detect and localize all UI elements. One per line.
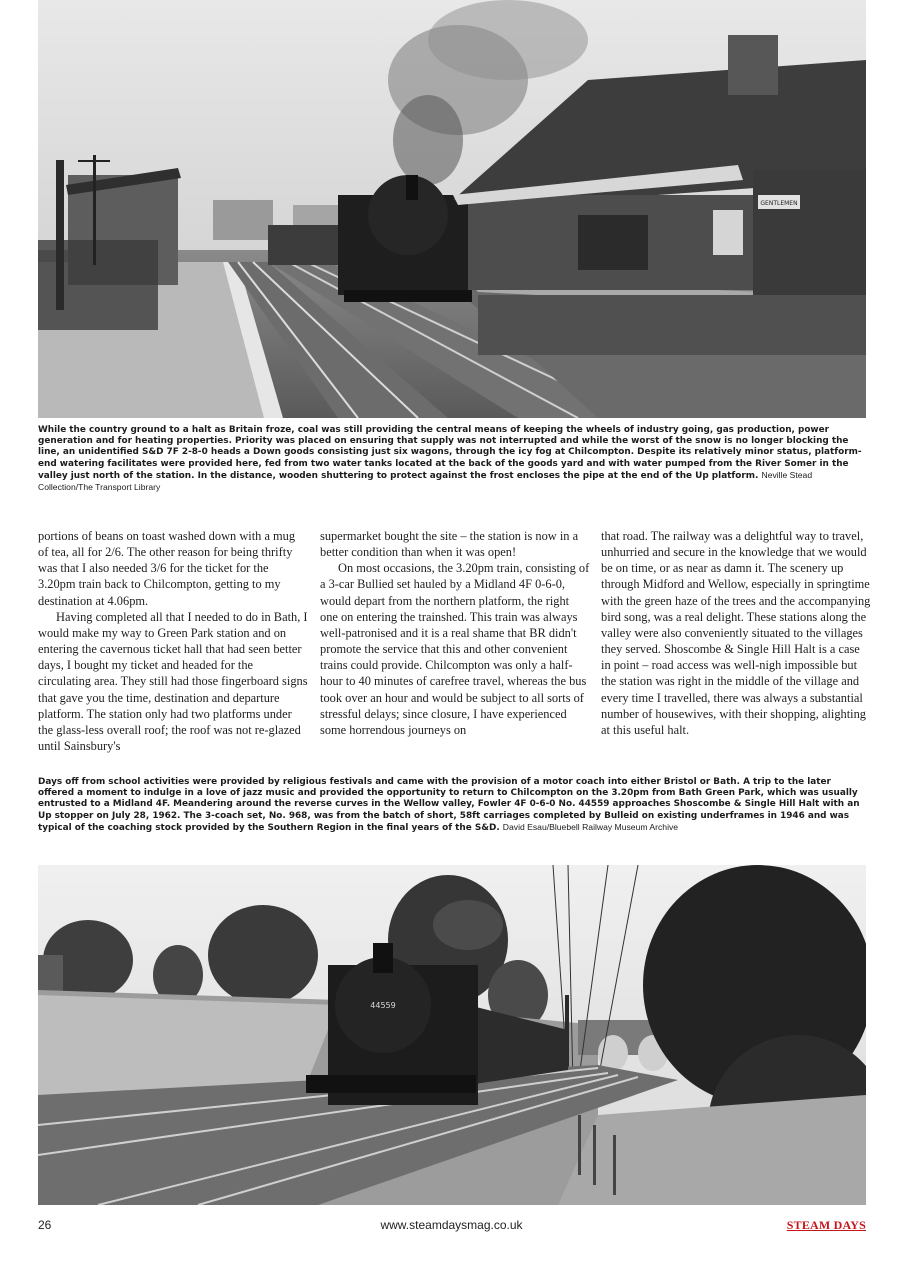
caption-bottom-credit: David Esau/Bluebell Railway Museum Archive xyxy=(502,821,679,832)
caption-top xyxy=(38,425,866,494)
photo-wellow-valley-train xyxy=(38,865,866,1205)
photo-chilcompton-station xyxy=(38,0,866,418)
caption-bottom xyxy=(38,777,866,834)
paragraph: On most occasions, the 3.20pm train, consisting of a 3-car Bullied set hauled by a Midland 4F 0-6-0, would depart from the northern platform, the right one on entering the trainshed. This train was always well-patronised and it is a real shame that BR didn't promote the service that this and other convenient trains could provide. Chilcompton was only a half-hour to 40 minutes of carefree travel, whereas the bus took over an hour and would be subject to all sorts of stressful delays; since closure, I have experienced some horrendous journeys on xyxy=(320,561,590,737)
paragraph: that road. The railway was a delightful way to travel, unhurried and secure in the knowledge that we would be on time, or as near as damn it. The scenery up through Midford and Wellow, especially in springtime with the green haze of the trees and the accompanying bird song, was a real delight. These stations along the valley were also conveniently situated to the villages they served. Shoscombe & Single Hill Halt is a case in point – road access was well-nigh impossible but the station was right in the middle of the village and every time I travelled, there was always a substantial number of housewives, with their shopping, alighting at this useful halt. xyxy=(601,529,871,737)
paragraph: supermarket bought the site – the station is now in a better condition than when it was open! xyxy=(320,529,579,560)
sign-gentlemen: GENTLEMEN xyxy=(760,200,798,207)
loco-number-plate: 44559 xyxy=(370,1001,396,1010)
body-column-2 xyxy=(320,528,590,738)
magazine-brand: STEAM DAYS xyxy=(786,1218,866,1232)
photo-bottom-image xyxy=(38,865,866,1205)
caption-top-text: While the country ground to a halt as Britain froze, coal was still providing the central means of keeping the wheels of industry going, gas production, power generation and for heating properties. Priority was placed on ensuring that supply was not interrupted and while the worst of the snow is no longer blocking the line, an unidentified S&D 7F 2-8-0 heads a Down goods consisting just six wagons, through the icy fog at Chilcompton. Despite its relatively minor status, platform-end watering facilitates were provided here, fed from two water tanks located at the back of the goods yard and with water pumped from the River Somer in the valley just north of the station. In the distance, wooden shuttering to protect against the frost encloses the pipe at the end of the Up platform. xyxy=(38,425,862,481)
caption-top-credit: Neville Stead Collection/The Transport Library xyxy=(38,469,813,493)
page-number: 26 xyxy=(38,1218,52,1232)
paragraph: Having completed all that I needed to do in Bath, I would make my way to Green Park station and on entering the cavernous ticket hall that had seen better days, I bought my ticket and headed for the circulating area. They still had those fingerboard signs that gave you the time, destination and departure platform. The station only had two platforms under the glass-less overall roof; the roof was not re-glazed until Sainsbury's xyxy=(38,609,308,754)
body-column-1 xyxy=(38,528,308,754)
photo-top-image xyxy=(38,0,866,418)
body-column-3 xyxy=(601,528,871,738)
website-url: www.steamdaysmag.co.uk xyxy=(380,1218,523,1232)
caption-bottom-text: Days off from school activities were provided by religious festivals and came with the provision of a motor coach into either Bristol or Bath. A trip to the later offered a moment to indulge in a love of jazz music and provided the opportunity to return to Chilcompton on the 3.20pm from Bath Green Park, which was usually entrusted to a Midland 4F. Meandering around the reverse curves in the Wellow valley, Fowler 4F 0-6-0 No. 44559 approaches Shoscombe & Single Hill Halt with an Up stopper on July 28, 1962. The 3-coach set, No. 968, was from the batch of short, 58ft carriages completed by Bulleid on existing underframes in 1946 and was typical of the coaching stock provided by the Southern Region in the final years of the S&D. xyxy=(38,777,860,833)
paragraph: portions of beans on toast washed down with a mug of tea, all for 2/6. The other reason for being thrifty was that I also needed 3/6 for the ticket for the 3.20pm train back to Chilcompton, getting to my destination at 4.06pm. xyxy=(38,529,296,608)
